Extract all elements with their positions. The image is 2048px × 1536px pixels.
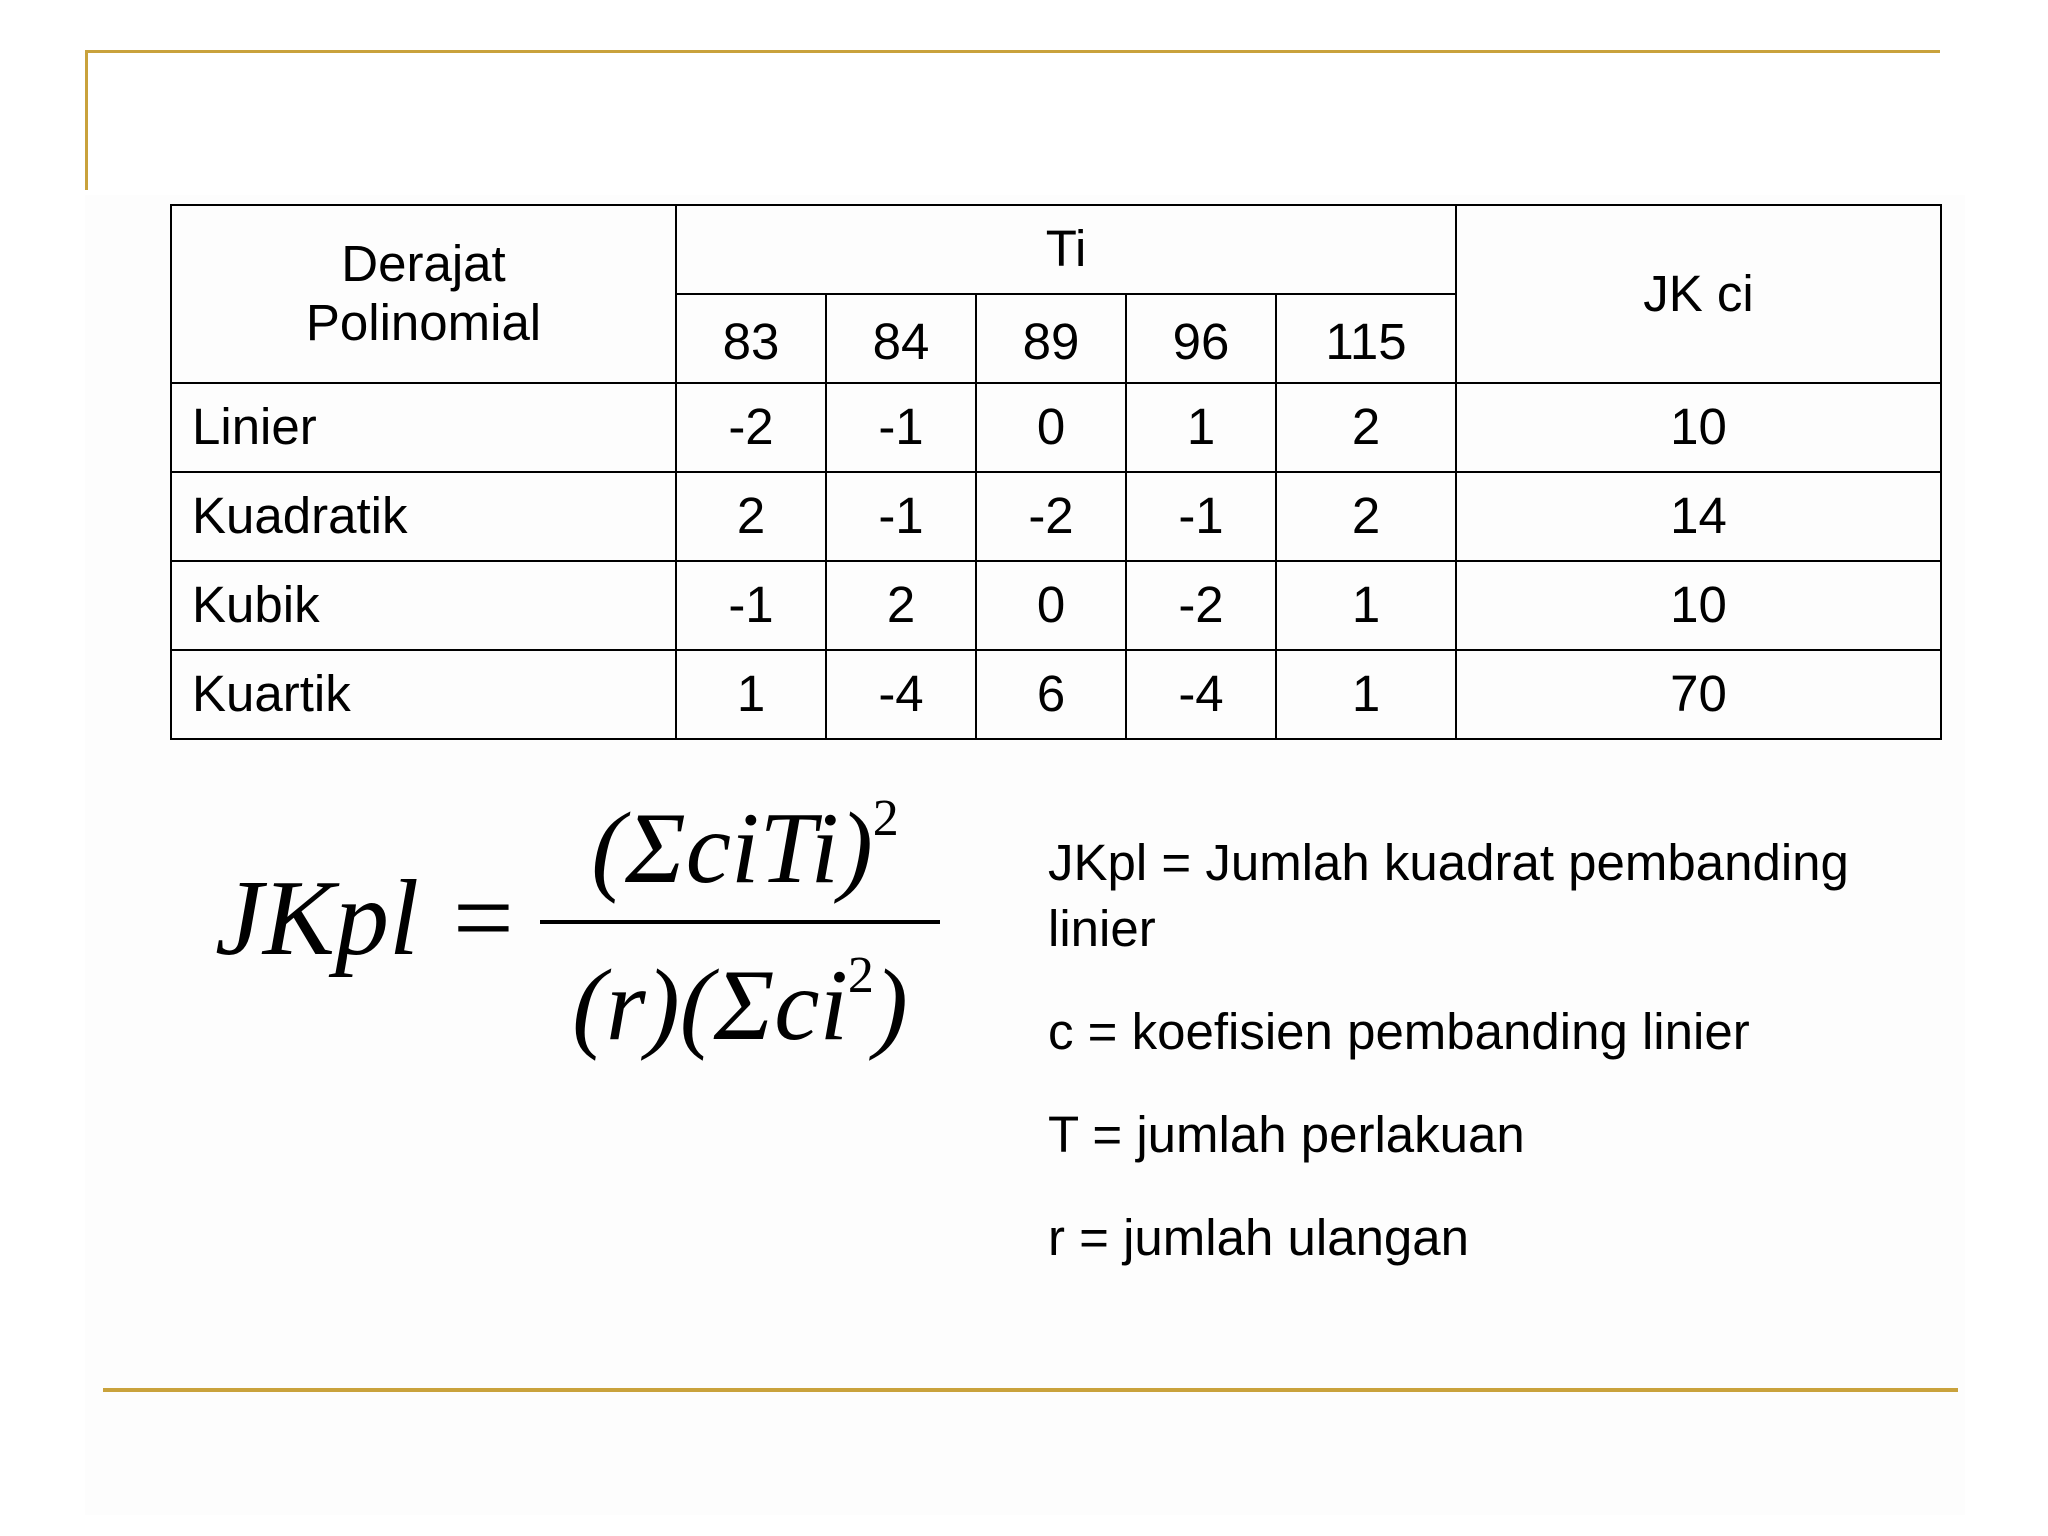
header-treatment: 89 <box>976 294 1126 383</box>
table-cell: 0 <box>976 383 1126 472</box>
jkpl-formula <box>215 785 955 1065</box>
header-jk-ci: JK ci <box>1456 205 1941 383</box>
legend-item: JKpl = Jumlah kuadrat pembanding linier <box>1048 834 1849 957</box>
legend-item: c = koefisien pembanding linier <box>1048 1003 1750 1060</box>
table-cell: -1 <box>676 561 826 650</box>
header-ti: Ti <box>676 205 1456 294</box>
jk-cell: 14 <box>1456 472 1941 561</box>
formula-denominator <box>540 947 940 1062</box>
jk-cell: 10 <box>1456 383 1941 472</box>
header-treatment: 84 <box>826 294 976 383</box>
table-cell: -2 <box>676 383 826 472</box>
table-cell: -1 <box>1126 472 1276 561</box>
formula-numerator <box>560 790 930 905</box>
legend-item: T = jumlah perlakuan <box>1048 1106 1525 1163</box>
table-row <box>171 472 1941 561</box>
formula-denominator-close: ) <box>873 948 908 1062</box>
table-cell: 0 <box>976 561 1126 650</box>
table-cell: -1 <box>826 472 976 561</box>
table-cell: 1 <box>676 650 826 739</box>
formula-numerator-exponent: 2 <box>872 790 899 847</box>
polynomial-coefficient-table <box>170 204 1942 740</box>
table-row <box>171 561 1941 650</box>
formula-denominator-exponent: 2 <box>847 947 874 1004</box>
row-label: Kuadratik <box>171 472 676 561</box>
table-cell: -4 <box>1126 650 1276 739</box>
formula-legend <box>1048 830 1968 1308</box>
table-cell: 1 <box>1126 383 1276 472</box>
row-label: Kuartik <box>171 650 676 739</box>
fraction-bar <box>540 920 940 924</box>
table-cell: 6 <box>976 650 1126 739</box>
table-cell: 2 <box>826 561 976 650</box>
table-cell: 2 <box>1276 383 1456 472</box>
table-row <box>171 650 1941 739</box>
top-accent-line <box>85 50 1940 53</box>
table-row <box>171 383 1941 472</box>
header-treatment: 96 <box>1126 294 1276 383</box>
left-accent-line <box>85 50 88 190</box>
table-cell: -2 <box>1126 561 1276 650</box>
row-label: Kubik <box>171 561 676 650</box>
table-cell: -2 <box>976 472 1126 561</box>
formula-denominator-body: (r)(Σci <box>572 948 848 1062</box>
row-label: Linier <box>171 383 676 472</box>
table-cell: -1 <box>826 383 976 472</box>
header-derajat-polinomial: Derajat Polinomial <box>171 205 676 383</box>
table-cell: 1 <box>1276 561 1456 650</box>
table-cell: 2 <box>676 472 826 561</box>
jk-cell: 70 <box>1456 650 1941 739</box>
table-cell: 1 <box>1276 650 1456 739</box>
header-treatment: 115 <box>1276 294 1456 383</box>
table-cell: 2 <box>1276 472 1456 561</box>
bottom-accent-line <box>103 1388 1958 1392</box>
formula-lhs: JKpl = <box>215 859 519 978</box>
header-treatment: 83 <box>676 294 826 383</box>
table-cell: -4 <box>826 650 976 739</box>
legend-item: r = jumlah ulangan <box>1048 1209 1470 1266</box>
jk-cell: 10 <box>1456 561 1941 650</box>
formula-numerator-body: (ΣciTi) <box>591 791 873 905</box>
